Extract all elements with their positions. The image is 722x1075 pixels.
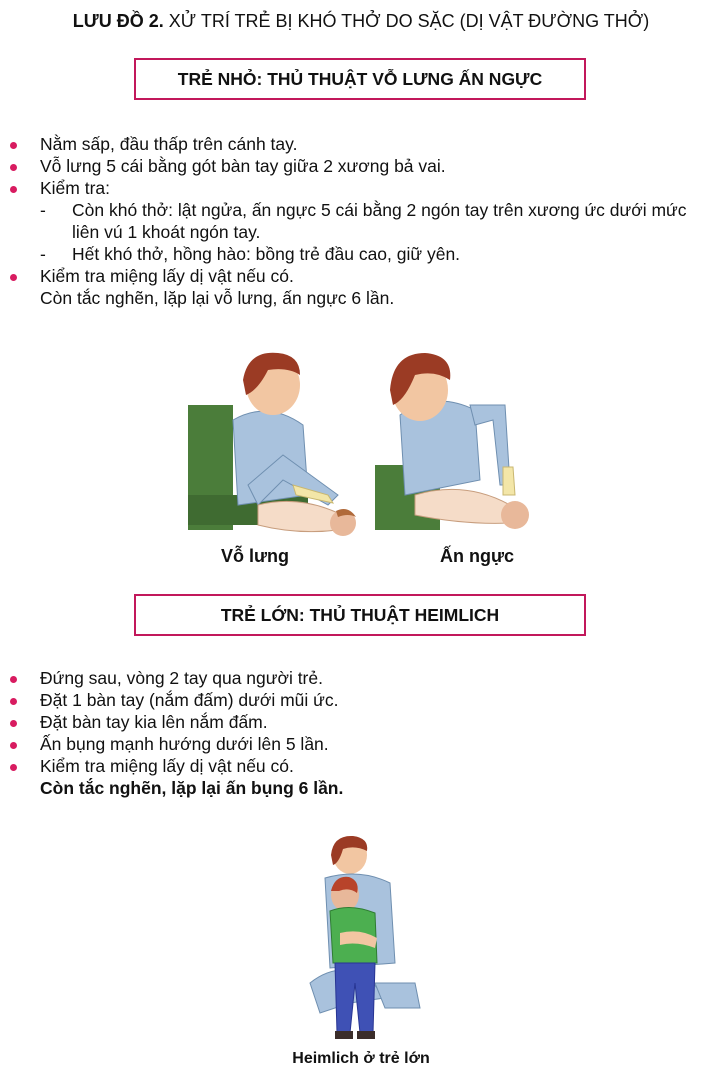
bullet-icon (10, 676, 17, 683)
bullet-icon (10, 274, 17, 281)
sub-item: - Hết khó thở, hồng hào: bồng trẻ đầu cao, giữ yên. (40, 244, 461, 264)
caption-chest-thrusts: Ấn ngực (439, 546, 515, 566)
section2-heading: TRẺ LỚN: THỦ THUẬT HEIMLICH (220, 604, 500, 625)
chest-thrusts-illustration (375, 345, 535, 540)
section2-list (0, 667, 722, 799)
section1-list (0, 133, 722, 309)
dash-icon: - (40, 244, 46, 264)
back-blows-illustration (188, 345, 360, 540)
bullet-icon (10, 720, 17, 727)
bullet-icon (10, 698, 17, 705)
bullet-icon (10, 164, 17, 171)
list-item: Đặt 1 bàn tay (nắm đấm) dưới mũi ức. (0, 689, 722, 711)
page-title (0, 10, 722, 32)
list-item: Kiểm tra miệng lấy dị vật nếu có. (0, 265, 722, 287)
list-item: Đứng sau, vòng 2 tay qua người trẻ. (0, 667, 722, 689)
list-item: Ấn bụng mạnh hướng dưới lên 5 lần. (0, 733, 722, 755)
list-item: Kiểm tra miệng lấy dị vật nếu có. (0, 755, 722, 777)
bullet-icon (10, 764, 17, 771)
list-item: Nằm sấp, đầu thấp trên cánh tay. (0, 133, 722, 155)
continuation-text: Còn tắc nghẽn, lặp lại vỗ lưng, ấn ngực 6 lần. (40, 288, 395, 308)
title-prefix: LƯU ĐỒ 2. (72, 11, 164, 31)
list-item: Đặt bàn tay kia lên nắm đấm. (0, 711, 722, 733)
bullet-icon (10, 142, 17, 149)
heimlich-illustration (305, 833, 427, 1043)
caption-back-blows: Vỗ lưng (220, 546, 290, 566)
list-item: Kiểm tra: (0, 177, 722, 199)
continuation-text: Còn tắc nghẽn, lặp lại ấn bụng 6 lần. (40, 778, 344, 798)
title-text: XỬ TRÍ TRẺ BỊ KHÓ THỞ DO SẶC (DỊ VẬT ĐƯỜNG THỞ) (168, 11, 650, 31)
dash-icon: - (40, 200, 46, 220)
section1-heading: TRẺ NHỎ: THỦ THUẬT VỖ LƯNG ẤN NGỰC (177, 68, 543, 89)
bullet-icon (10, 742, 17, 749)
sub-item: - Còn khó thở: lật ngửa, ấn ngực 5 cái bằng 2 ngón tay trên xương ức dưới mức liên vú 1 khoát ngón tay. (40, 200, 687, 242)
list-item: Vỗ lưng 5 cái bằng gót bàn tay giữa 2 xương bả vai. (0, 155, 722, 177)
bullet-icon (10, 186, 17, 193)
caption-heimlich: Heimlich ở trẻ lớn (292, 1050, 430, 1067)
section2-heading-box (134, 594, 586, 636)
section1-heading-box (134, 58, 586, 100)
